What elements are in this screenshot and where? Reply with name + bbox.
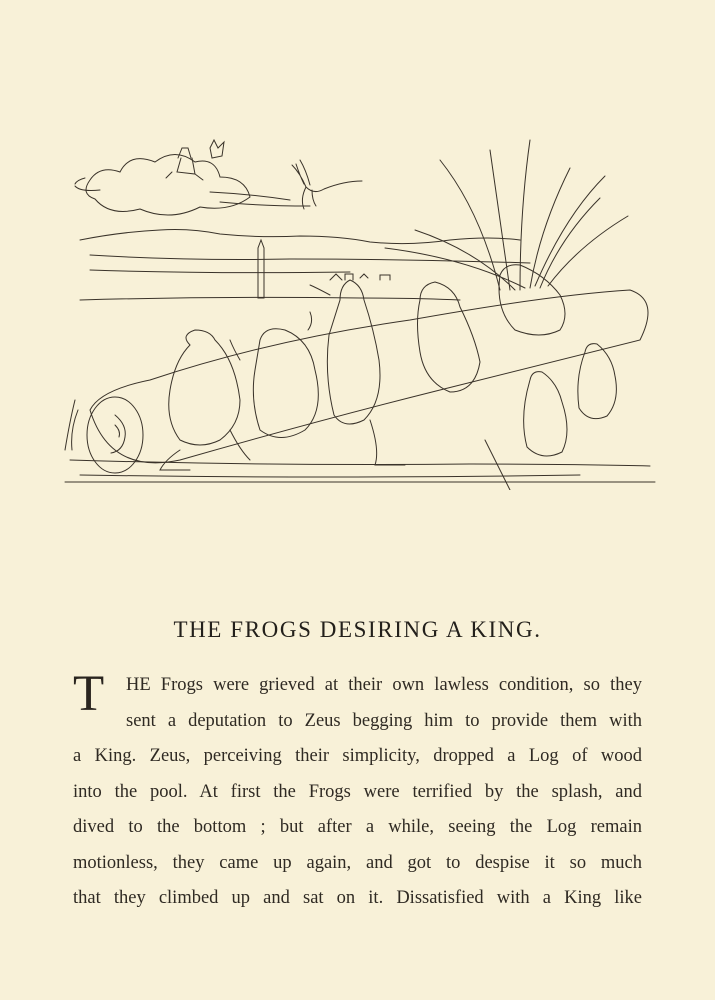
text-line: into the pool. At first the Frogs were terrified by the splash, and — [73, 781, 642, 802]
frog-2 — [230, 312, 318, 438]
text-line: a King. Zeus, perceiving their simplicity, dropped a Log of wood — [73, 746, 642, 766]
village — [330, 274, 390, 280]
horizon-lines — [80, 255, 530, 300]
log-rings — [111, 415, 125, 453]
frogs-group — [160, 265, 616, 470]
crane-bird — [292, 160, 362, 209]
text-line: sent a deputation to Zeus begging him to provide them with — [126, 710, 642, 731]
water-lines — [65, 460, 655, 482]
zeus-figure — [166, 148, 203, 180]
distant-hills — [80, 230, 520, 244]
eagle-on-cloud — [210, 140, 224, 158]
story-title: THE FROGS DESIRING A KING. — [173, 617, 542, 642]
frog-7 — [578, 344, 617, 419]
cloud — [86, 155, 250, 216]
frog-3 — [310, 280, 405, 465]
tower — [258, 240, 264, 298]
text-line: HE Frogs were grieved at their own lawless condition, so they — [126, 675, 642, 695]
drop-cap: T — [73, 666, 105, 722]
frogs-log-illustration — [60, 120, 660, 490]
frog-1 — [160, 330, 250, 470]
text-line: motionless, they came up again, and got to despise it so much — [73, 852, 642, 873]
engraving-drawing — [60, 120, 660, 490]
text-line: that they climbed up and sat on it. Dissatisfied with a King like — [73, 888, 642, 908]
cloud-wisps — [75, 178, 310, 206]
text-line: dived to the bottom ; but after a while, seeing the Log remain — [73, 817, 642, 837]
frog-6 — [524, 372, 567, 456]
story-body — [73, 668, 642, 917]
